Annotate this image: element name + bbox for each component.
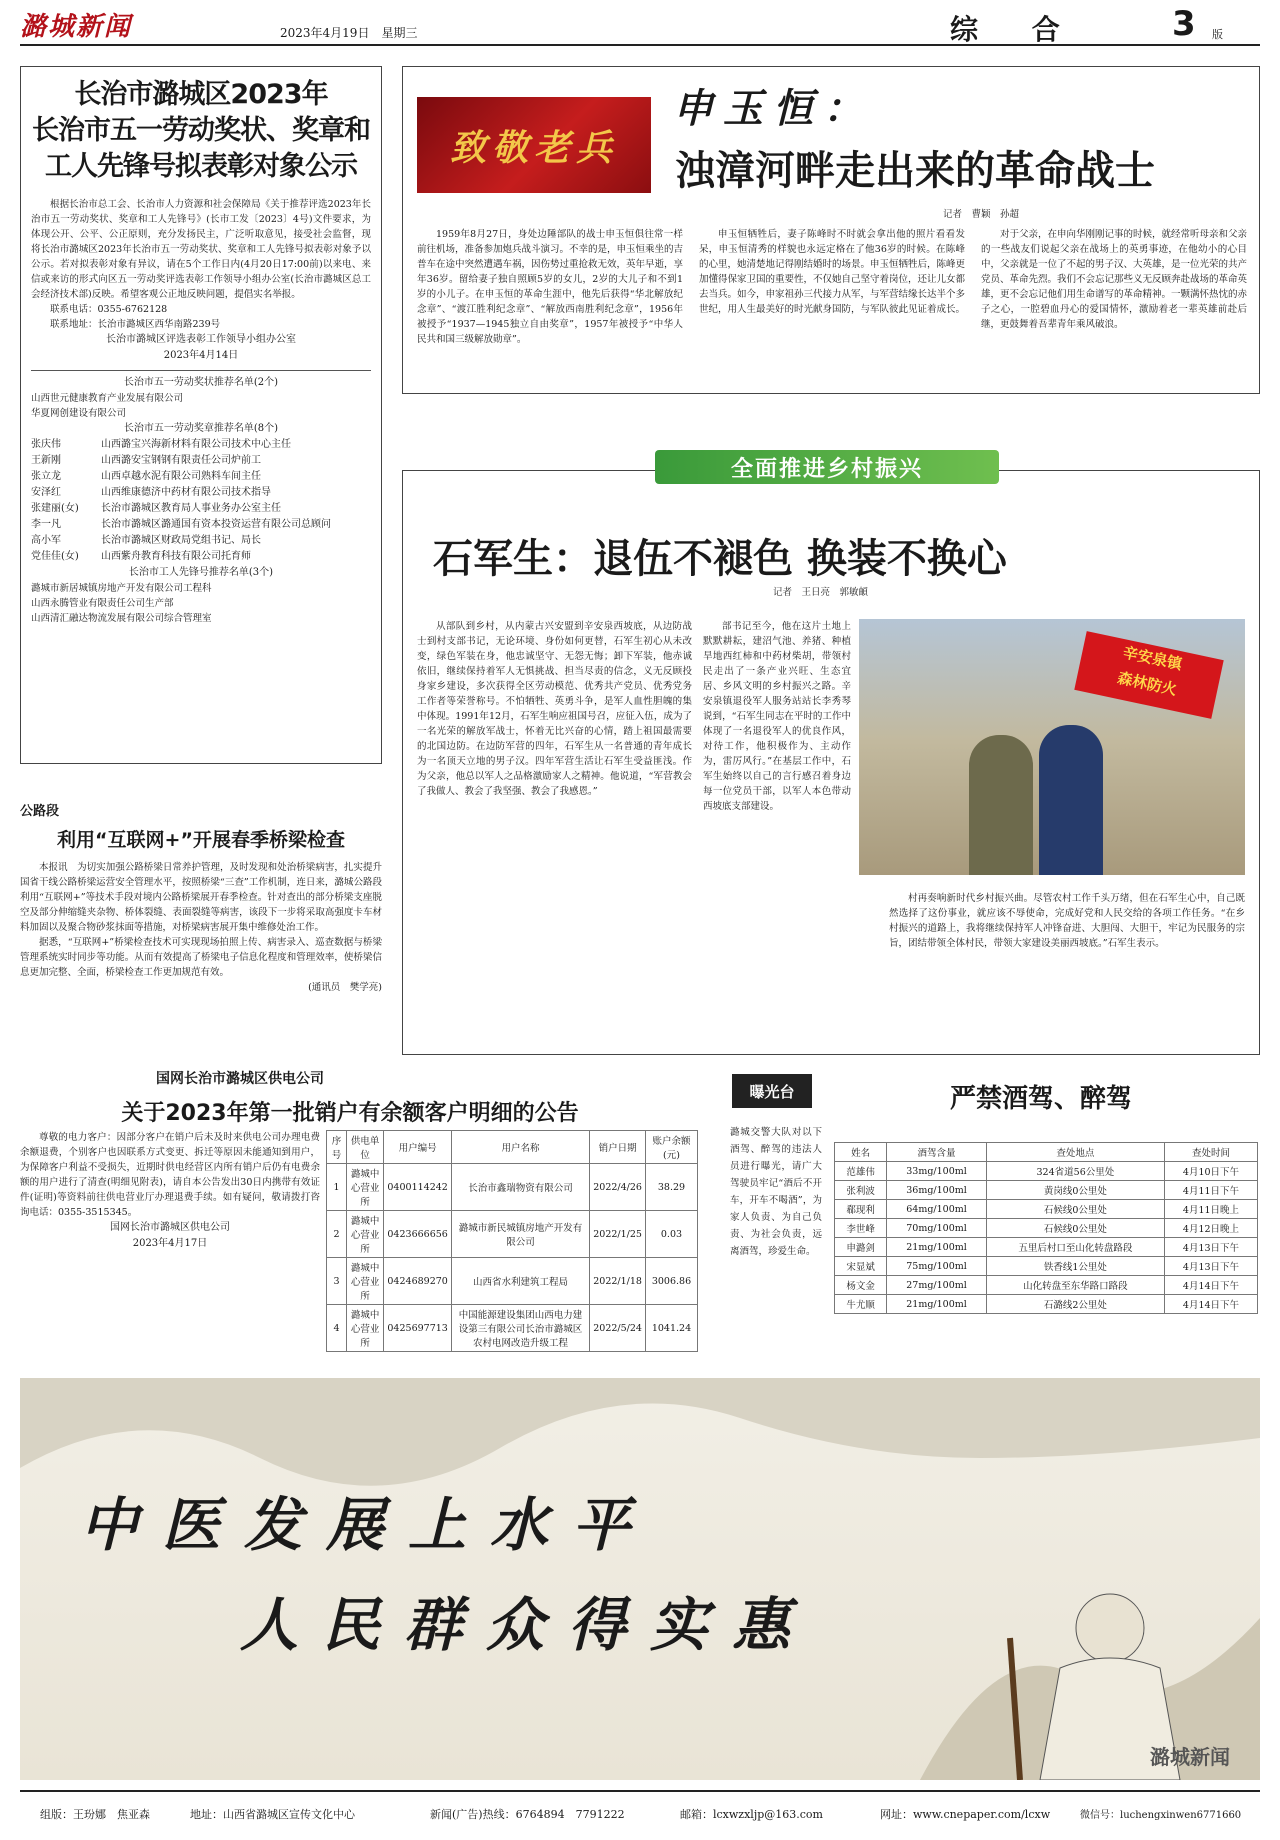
page-number: 3 [1172, 4, 1196, 44]
cell: 4月13日下午 [1164, 1257, 1257, 1276]
cell: 山西省水利建筑工程局 [451, 1258, 589, 1305]
cell: 4 [327, 1305, 347, 1352]
refund-notice [20, 1068, 700, 1348]
cell: 长治市鑫瑞物资有限公司 [451, 1164, 589, 1211]
cell: 21mg/100ml [887, 1238, 986, 1257]
hero-col-1: 1959年8月27日，身处边陲部队的战士申玉恒俱往常一样前往机场，准备参加炮兵战斗演习。不幸的是，申玉恒乘坐的吉普车在途中突然遭遇车祸，因伤势过重抢救无效，英年早逝，享年36岁。留给妻子独自照顾5岁的女儿，2岁的大儿子和不到1岁的小儿子。在申玉恒的革命生涯中，他先后获得“华北解放纪念章”、“渡江胜利纪念章”、“解放西南胜利纪念章”，1956年被授予“1937—1945独立自由奖章”，1957年被授予“中华人民共和国三级解放勋章”。 [417, 229, 684, 345]
cell: 申潞剑 [835, 1238, 887, 1257]
honoree-unit: 山西卓越水泥有限公司熟料车间主任 [101, 471, 261, 482]
cell: 黄岗线0公里处 [986, 1181, 1164, 1200]
col-header: 姓名 [835, 1143, 887, 1162]
rural-col-3: 村再奏响新时代乡村振兴曲。尽管农村工作千头万绪，但在石军生心中，自己既然选择了这份事业，就应该不辱使命，完成好党和人民交给的各项工作任务。“在乡村振兴的道路上，我将继续保持军人冲锋奋进、大胆闯、大胆干，牢记为民服务的宗旨，团结带领全体村民，带领大家建设美丽西坡底。”石军生表示。 [889, 893, 1245, 949]
flag-text-2: 森林防火 [1115, 668, 1179, 699]
cell: 杨文金 [835, 1276, 887, 1295]
footer-hotline: 新闻(广告)热线：6764894 7791222 [430, 1808, 625, 1821]
dui-table [834, 1142, 1258, 1314]
footer-address: 地址：山西省潞城区宣传文化中心 [190, 1808, 355, 1821]
list-item: 华夏网创建设有限公司 [31, 408, 127, 419]
list-item: 山西世元健康教育产业发展有限公司 [31, 393, 184, 404]
ad-line-1: 中医发展上水平 [80, 1491, 655, 1559]
award-category-3: 长治市工人先锋号推荐名单(3个) [128, 567, 274, 578]
cell: 2022/5/24 [590, 1305, 646, 1352]
table-row [835, 1219, 1258, 1238]
forest-fire-flag [1074, 631, 1223, 719]
col-header: 查处地点 [986, 1143, 1164, 1162]
cell: 0.03 [645, 1211, 697, 1258]
rural-col-1: 从部队到乡村，从内蒙古兴安盟到辛安泉西坡底，从边防战士到村支部书记，无论环境、身份如何更替，石军生初心从未改变，绿色军装在身，他忠诚坚守、无怨无悔；卸下军装，他赤诚依旧，继续保持着军人无惧挑战、担当尽责的信念，义无反顾投身家乡建设，多次获得全区劳动模范、优秀共产党员、优秀党务工作者等荣誉称号。不怕牺牲、英勇斗争，是军人血性胆魄的集中体现。1991年12月，石军生响应祖国号召，应征入伍，成为了一名光荣的解放军战士，怀着无比兴奋的心情，踏上祖国最需要的北国边防。在边防军营的四年，石军生从一名普通的青年成长为一名顶天立地的男子汉。四年军营生活让石军生受益匪浅。作为父亲，他总以军人之品格激励家人之精神。他说道，“军营教会了我做人、教会了我坚强、教会了我感恩。” [417, 621, 692, 797]
grid-date: 2023年4月17日 [132, 1238, 208, 1249]
list-item: 山西永腾管业有限责任公司生产部 [31, 598, 174, 609]
page-unit: 版 [1212, 28, 1223, 41]
honoree-unit: 长治市潞城区潞通国有资本投资运营有限公司总顾问 [101, 519, 331, 530]
cell: 石候线0公里处 [986, 1200, 1164, 1219]
cell: 潞城中心营业所 [346, 1164, 383, 1211]
veteran-article [402, 66, 1260, 394]
cell: 4月11日下午 [1164, 1181, 1257, 1200]
footer-wechat: 微信号：luchengxinwen6771660 [1080, 1810, 1242, 1821]
cell: 4月12日晚上 [1164, 1219, 1257, 1238]
cell: 潞城市新民城镇房地产开发有限公司 [451, 1211, 589, 1258]
person-figure [1039, 725, 1103, 875]
cell: 324省道56公里处 [986, 1162, 1164, 1181]
honoree-unit: 长治市潞城区教育局人事业务办公室主任 [101, 503, 281, 514]
cell: 1041.24 [645, 1305, 697, 1352]
table-row [835, 1181, 1258, 1200]
cell: 石候线0公里处 [986, 1219, 1164, 1238]
list-item: 山西清汇融达物流发展有限公司综合管理室 [31, 613, 212, 624]
honoree-name: 党佳佳(女) [31, 551, 79, 562]
cell: 潞城中心营业所 [346, 1258, 383, 1305]
grid-org: 国网长治市潞城区供电公司 [156, 1071, 324, 1087]
cell: 75mg/100ml [887, 1257, 986, 1276]
cell: 4月14日下午 [1164, 1276, 1257, 1295]
hero-kicker: 申玉恒： [673, 85, 873, 132]
cell: 潞城中心营业所 [346, 1211, 383, 1258]
road-para-2: 据悉，“互联网+”桥梁检查技术可实现现场拍照上传、病害录入、巡查数据与桥梁管理系统实时同步等功能。从而有效提高了桥梁电子信息化程度和管理效率，使桥梁信息更加完整、全面，桥梁检查工作更加规范有效。 [20, 937, 382, 978]
honoree-unit: 山西潞安宝钢钢有限责任公司炉前工 [101, 455, 261, 466]
dui-intro: 潞城交警大队对以下酒驾、醉驾的违法人员进行曝光，请广大驾驶员牢记“酒后不开车，开车不喝酒”，为家人负责、为自己负责、为社会负责，远离酒驾，珍爱生命。 [730, 1127, 822, 1257]
mountain-shape [20, 1378, 1260, 1486]
issue-date: 2023年4月19日 星期三 [280, 26, 418, 40]
dui-title: 严禁酒驾、醉驾 [950, 1084, 1133, 1114]
cell: 3006.86 [645, 1258, 697, 1305]
rural-banner-text: 全面推进乡村振兴 [730, 455, 923, 482]
tribute-banner [417, 97, 651, 193]
col-header: 销户日期 [590, 1131, 646, 1164]
table-row [835, 1276, 1258, 1295]
cell: 21mg/100ml [887, 1295, 986, 1314]
table-row [835, 1162, 1258, 1181]
cell: 4月11日晚上 [1164, 1200, 1257, 1219]
table-row [835, 1257, 1258, 1276]
cell: 潞城中心营业所 [346, 1305, 383, 1352]
cell: 0424689270 [384, 1258, 451, 1305]
cell: 4月13日下午 [1164, 1238, 1257, 1257]
honoree-unit: 山西潞宝兴海新材料有限公司技术中心主任 [101, 439, 291, 450]
cell: 张利波 [835, 1181, 887, 1200]
rural-col-2: 部书记至今，他在这片土地上默默耕耘，建沼气池、养猪、种植旱地西红柿和中药材柴胡，带领村民走出了一条产业兴旺、生态宜居、乡风文明的乡村振兴之路。辛安泉镇退役军人服务站站长李秀琴说到，“石军生同志在平时的工作中体现了一名退役军人的优良作风，对待工作，他积极作为、主动作为，雷厉风行。”在基层工作中，石军生始终以自己的言行感召着身边每一位党员干部，以军人本色带动西坡底支部建设。 [703, 621, 851, 812]
notice-phone: 联系电话：0355-6762128 [50, 304, 168, 315]
notice-title-2: 长治市五一劳动奖状、奖章和 [32, 115, 370, 146]
cell: 五里后村口至山化转盘路段 [986, 1238, 1164, 1257]
rural-article [402, 470, 1260, 1055]
tcm-ad [20, 1378, 1260, 1780]
village-photo [859, 619, 1245, 875]
col-header: 查处时间 [1164, 1143, 1257, 1162]
exposure-tag: 曝光台 [732, 1074, 812, 1108]
herbalist-head [1076, 1594, 1144, 1662]
honoree-unit: 山西紫舟教育科技有限公司托育师 [101, 551, 251, 562]
cell: 2022/1/18 [590, 1258, 646, 1305]
honoree-name: 安泽红 [31, 487, 61, 498]
table-row [835, 1238, 1258, 1257]
honoree-name: 张庆伟 [31, 439, 61, 450]
cell: 范雄伟 [835, 1162, 887, 1181]
cell: 宋显斌 [835, 1257, 887, 1276]
rural-title: 石军生：退伍不褪色 换装不换心 [433, 536, 1007, 582]
honoree-list [31, 437, 371, 565]
award-notice [20, 66, 382, 764]
cell: 铁香线1公里处 [986, 1257, 1164, 1276]
grid-body: 尊敬的电力客户：因部分客户在销户后未及时来供电公司办理电费余额退费，个别客户也因联系方式变更、拆迁等原因未能通知到用户，为保障客户利益不受损失，近期时供电经营区内所有销户后仍有电费余额的用户进行了清查(明细见附表)，请自本公告发出30日内携带有效证件(证明)等资料前往供电营业厅办理退费手续。如有疑问，敬请拨打咨询电话：0355-3515345。 [20, 1132, 320, 1218]
cell: 石潞线2公里处 [986, 1295, 1164, 1314]
cell: 38.29 [645, 1164, 697, 1211]
cell: 36mg/100ml [887, 1181, 986, 1200]
table-row [835, 1200, 1258, 1219]
masthead [20, 4, 1260, 46]
cell: 70mg/100ml [887, 1219, 986, 1238]
col-header: 序号 [327, 1131, 347, 1164]
flag-text-1: 辛安泉镇 [1121, 643, 1184, 674]
ad-line-2: 人民群众得实惠 [240, 1591, 815, 1659]
honoree-name: 王新刚 [31, 455, 61, 466]
award-category-1: 长治市五一劳动奖状推荐名单(2个) [123, 377, 279, 388]
cell: 4月14日下午 [1164, 1295, 1257, 1314]
honoree-name: 张建丽(女) [31, 503, 79, 514]
rural-byline: 记者 王日亮 郭敏頔 [773, 587, 869, 598]
cell: 郗现利 [835, 1200, 887, 1219]
cell: 山化转盘至东华路口路段 [986, 1276, 1164, 1295]
table-row [327, 1258, 698, 1305]
cell: 0400114242 [384, 1164, 451, 1211]
honoree-unit: 山西维康德济中药材有限公司技术指导 [101, 487, 271, 498]
cell: 3 [327, 1258, 347, 1305]
notice-title-1: 长治市潞城区2023年 [74, 79, 328, 110]
footer-web: 网址：www.cnepaper.com/lcxw [880, 1808, 1051, 1821]
col-header: 用户编号 [384, 1131, 451, 1164]
section-name: 综 合 [950, 13, 1082, 46]
grid-title: 关于2023年第一批销户有余额客户明细的公告 [121, 1101, 579, 1126]
rural-revitalization-banner [655, 450, 999, 484]
road-para-1: 本报讯 为切实加强公路桥梁日常养护管理，及时发现和处治桥梁病害，扎实提升国省干线公路桥梁运营安全管理水平，按照桥梁“三查”工作机制，连日来，潞城公路段利用“互联网+”等技术手段对境内公路桥梁展开春季检查。针对查出的部分桥梁支座脱空及部分伸缩缝夹杂物、桥体裂缝、表面裂缝等病害，该段下一步将采取高强度卡车材料加固以及聚合物砂浆抹面等措施，对桥梁病害展开集中维修处治工作。 [20, 862, 382, 933]
paper-name: 潞城新闻 [20, 12, 133, 42]
person-figure [969, 735, 1033, 875]
watermark: 潞城新闻 [1150, 1745, 1230, 1769]
honoree-name: 李一凡 [31, 519, 61, 530]
notice-body: 根据长治市总工会、长治市人力资源和社会保障局《关于推荐评选2023年长治市五一劳动奖状、奖章和工人先锋号》(长市工发〔2023〕4号)文件要求，为体现公开、公平、公正原则，充分发扬民主，广泛听取意见，接受社会监督，现将长治市潞城区2023年长治市五一劳动奖状、奖章和工人先锋号拟表彰对象予以公示。若对拟表彰对象有异议，请在5个工作日内(4月20日17:00前)以来电、来信或来访的形式向区五一劳动奖评选表彰工作领导小组办公室(长治市潞城区总工会经济技术部)反映。希望客观公正地反映问题，提倡实名举报。 [31, 199, 371, 300]
tribute-banner-text: 致敬老兵 [449, 126, 618, 169]
road-credit: (通讯员 樊学亮) [308, 982, 382, 993]
cell: 牛尤顺 [835, 1295, 887, 1314]
cell: 2022/4/26 [590, 1164, 646, 1211]
list-item: 潞城市新居城镇房地产开发有限公司工程科 [31, 583, 212, 594]
hero-byline: 记者 曹颖 孙超 [943, 209, 1020, 220]
cell: 64mg/100ml [887, 1200, 986, 1219]
cell: 33mg/100ml [887, 1162, 986, 1181]
table-header [327, 1131, 698, 1164]
col-header: 用户名称 [451, 1131, 589, 1164]
notice-date: 2023年4月14日 [163, 350, 239, 361]
cell: 2 [327, 1211, 347, 1258]
page-footer [20, 1790, 1260, 1834]
dui-exposure [710, 1068, 1260, 1348]
cell: 0425697713 [384, 1305, 451, 1352]
table-row [327, 1164, 698, 1211]
honoree-name: 张立龙 [31, 471, 61, 482]
table-row [835, 1295, 1258, 1314]
col-header: 账户余额(元) [645, 1131, 697, 1164]
road-title: 利用“互联网+”开展春季桥梁检查 [57, 829, 345, 851]
cell: 1 [327, 1164, 347, 1211]
footer-editor: 组版：王玢娜 焦亚森 [40, 1808, 150, 1821]
notice-address: 联系地址：长治市潞城区西华南路239号 [50, 319, 221, 330]
hero-col-2: 申玉恒牺牲后，妻子陈峰时不时就会拿出他的照片看看发呆，申玉恒清秀的样貌也永远定格在了他36岁的时候。在陈峰的心里，她清楚地记得刚结婚时的场景。申玉恒牺牲后，陈峰更加懂得保家卫国的重要性，不仅她自己坚守着岗位，还让儿女都去当兵。如今，申家祖孙三代接力从军，与军营结缘长达半个多世纪，用人生最美好的时光献身国防，与军队彼此见证着成长。 [699, 229, 966, 315]
road-kicker: 公路段 [20, 804, 60, 819]
cell: 0423666656 [384, 1211, 451, 1258]
notice-office: 长治市潞城区评选表彰工作领导小组办公室 [106, 334, 296, 345]
footer-email: 邮箱：lcxwzxljp@163.com [680, 1808, 823, 1821]
grid-sign: 国网长治市潞城区供电公司 [110, 1222, 230, 1233]
honoree-unit: 长治市潞城区财政局党组书记、局长 [101, 535, 261, 546]
cell: 李世峰 [835, 1219, 887, 1238]
cell: 4月10日下午 [1164, 1162, 1257, 1181]
table-row [327, 1211, 698, 1258]
honoree-name: 高小军 [31, 535, 61, 546]
notice-title-3: 工人先锋号拟表彰对象公示 [45, 151, 357, 182]
cell: 27mg/100ml [887, 1276, 986, 1295]
table-row [327, 1305, 698, 1352]
road-article [20, 800, 382, 995]
hero-title: 浊漳河畔走出来的革命战士 [675, 148, 1155, 194]
hero-col-3: 对于父亲，在申向华刚刚记事的时候，就经常听母亲和父亲的一些战友们说起父亲在战场上的英勇事迹，在他幼小的心目中，父亲就是一位了不起的男子汉、大英雄，是一位光荣的共产党员、革命先烈。我们不会忘记那些义无反顾奔赴战场的革命英雄，更不会忘记他们用生命谱写的革命精神。一颗满怀热忱的赤子之心，一腔碧血丹心的爱国情怀，激励着老一辈英雄前赴后继，更鼓舞着吾辈青年乘风破浪。 [981, 229, 1248, 330]
col-header: 酒驾含量 [887, 1143, 986, 1162]
award-category-2: 长治市五一劳动奖章推荐名单(8个) [123, 423, 279, 434]
cell: 中国能源建设集团山西电力建设第三有限公司长治市潞城区农村电网改造升级工程 [451, 1305, 589, 1352]
cell: 2022/1/25 [590, 1211, 646, 1258]
table-header [835, 1143, 1258, 1162]
col-header: 供电单位 [346, 1131, 383, 1164]
refund-table [326, 1130, 698, 1352]
